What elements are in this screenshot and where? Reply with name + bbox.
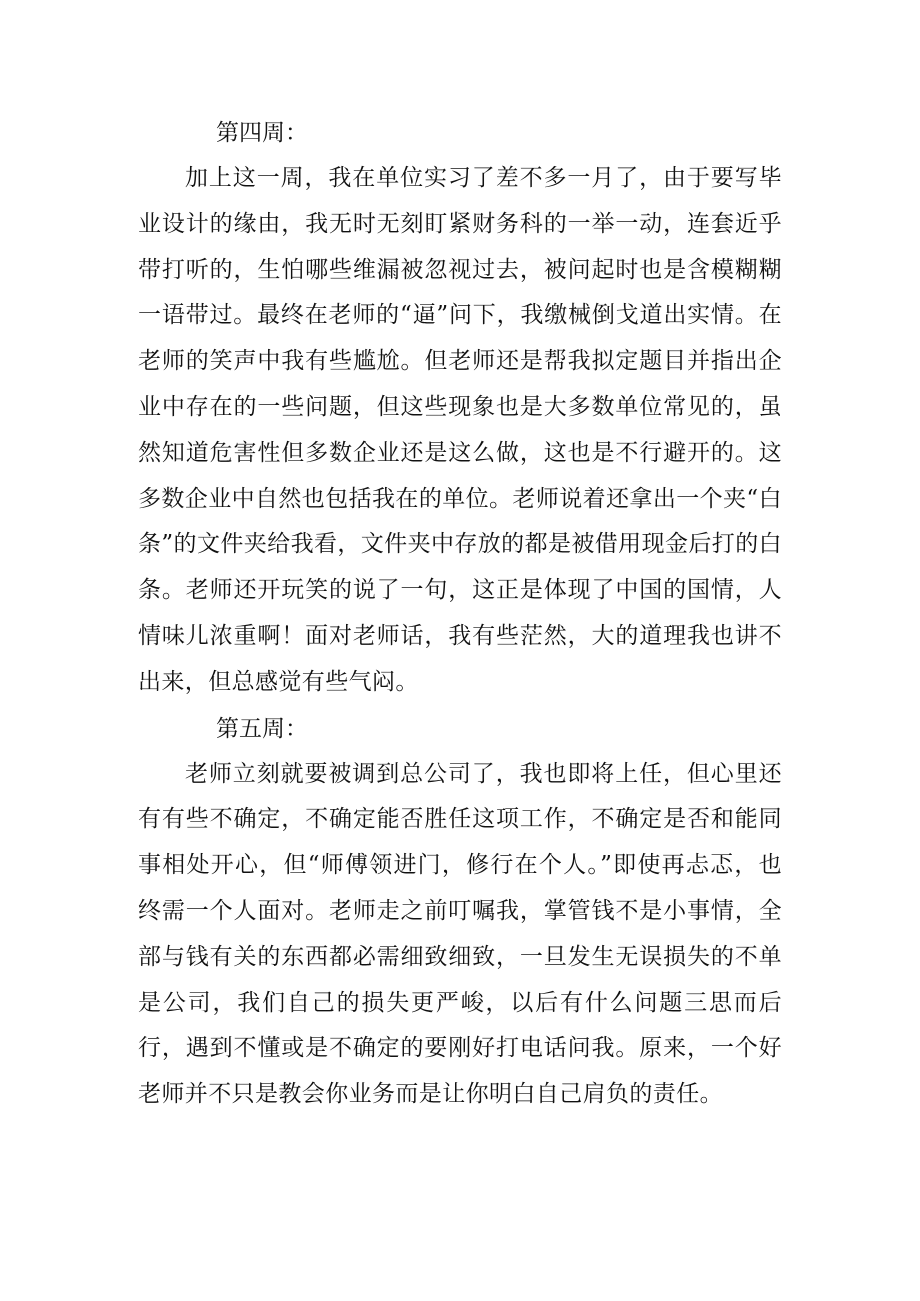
document-body (138, 110, 782, 1118)
section-paragraph: 加上这一周，我在单位实习了差不多一月了，由于要写毕业设计的缘由，我无时无刻盯紧财务科的一举一动，连套近乎带打听的，生怕哪些维漏被忽视过去，被问起时也是含模糊糊一语带过。最终在老师的“逼”问下，我缴械倒戈道出实情。在老师的笑声中我有些尴尬。但老师还是帮我拟定题目并指出企业中存在的一些问题，但这些现象也是大多数单位常见的，虽然知道危害性但多数企业还是这么做，这也是不行避开的。这多数企业中自然也包括我在的单位。老师说着还拿出一个夹“白条”的文件夹给我看，文件夹中存放的都是被借用现金后打的白条。老师还开玩笑的说了一句，这正是体现了中国的国情，人情味儿浓重啊！面对老师话，我有些茫然，大的道理我也讲不出来，但总感觉有些气闷。 (138, 165, 782, 695)
section-paragraph: 老师立刻就要被调到总公司了，我也即将上任，但心里还有有些不确定，不确定能否胜任这项工作，不确定是否和能同事相处开心，但“师傅领进门，修行在个人。”即使再忐忑，也终需一个人面对。老师走之前叮嘱我，掌管钱不是小事情，全部与钱有关的东西都必需细致细致，一旦发生无误损失的不单是公司，我们自己的损失更严峻，以后有什么问题三思而后行，遇到不懂或是不确定的要刚好打电话问我。原来，一个好老师并不只是教会你业务而是让你明白自己肩负的责任。 (138, 760, 782, 1108)
section-heading: 第五周： (216, 715, 308, 742)
section-week-five (138, 706, 782, 1118)
section-heading: 第四周： (216, 120, 308, 146)
section-week-four (138, 110, 782, 706)
